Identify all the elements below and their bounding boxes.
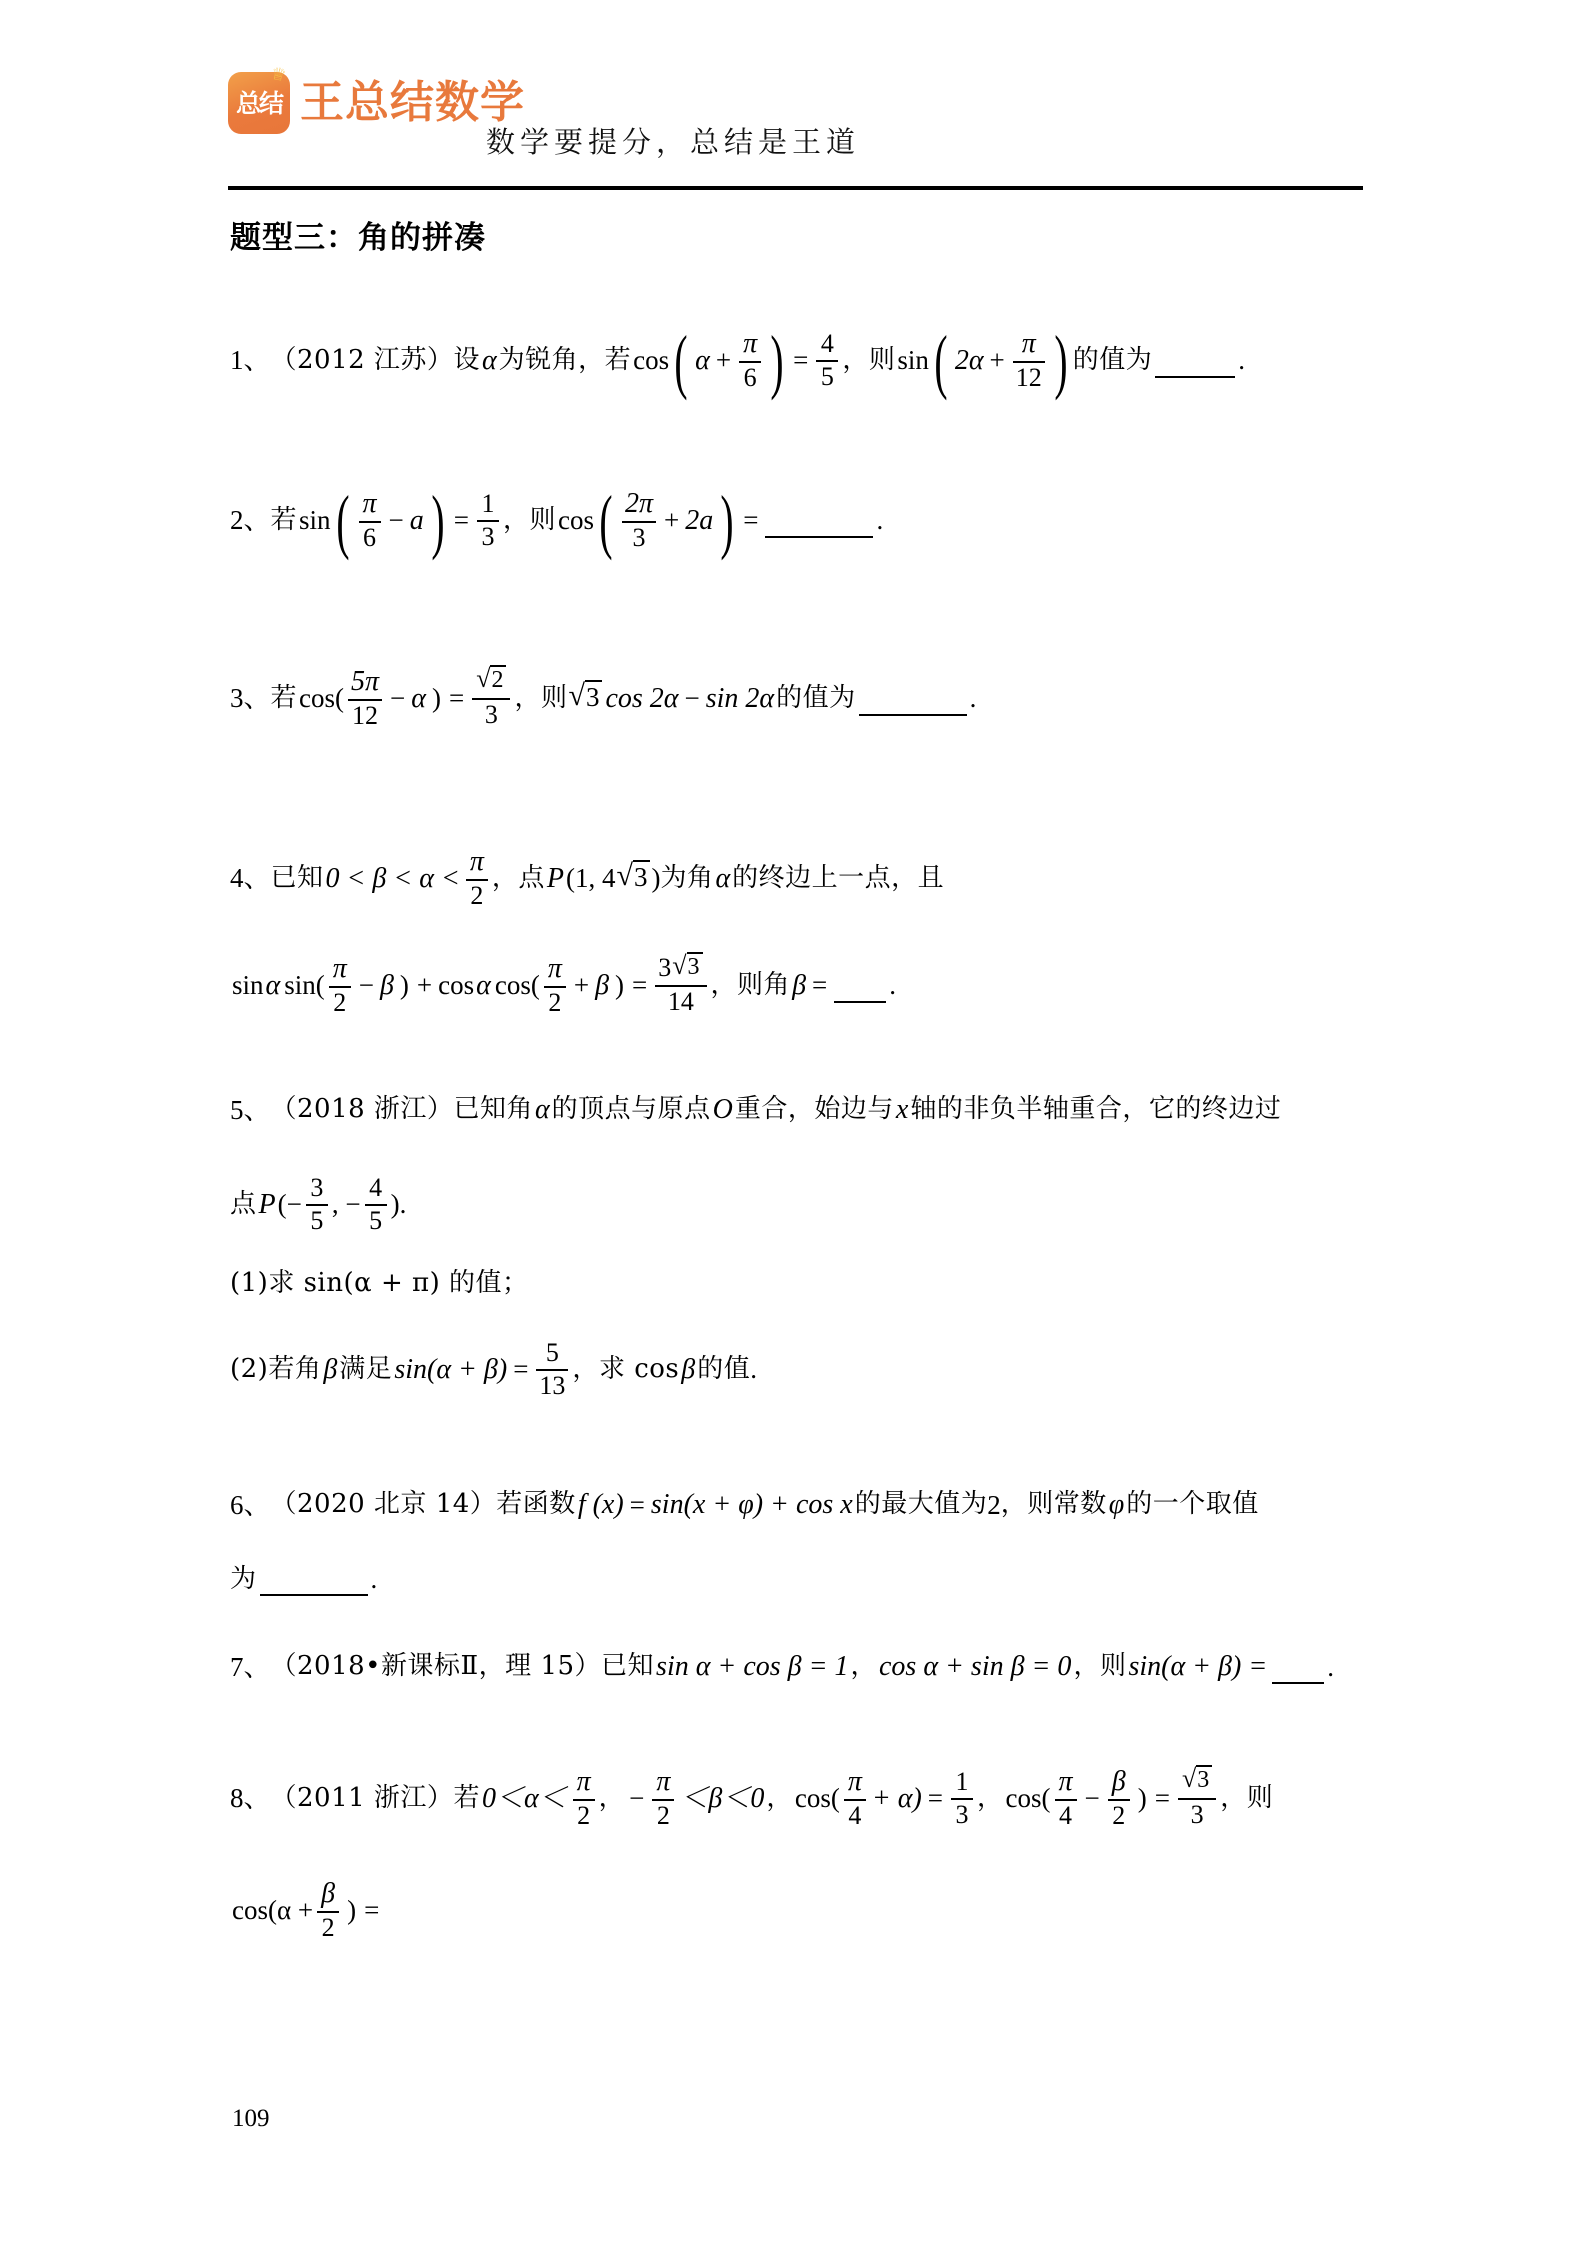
paren-open-icon: ( xyxy=(934,320,948,401)
problem-6-text-3: 则常数 xyxy=(1027,1489,1107,1520)
problem-7-comma-1: ， xyxy=(850,1651,877,1682)
problem-2-cos: cos xyxy=(558,505,594,536)
problem-2-equals: = xyxy=(453,505,469,536)
problem-1-source: （2012 江苏） xyxy=(270,344,454,375)
problem-2-sin: sin xyxy=(299,505,331,536)
problem-3-equals: = xyxy=(448,683,465,714)
problem-2-equals-2: = xyxy=(743,505,759,536)
problem-4-comma-2: ， xyxy=(710,969,738,1000)
problem-6-label: 6、 xyxy=(230,1489,271,1520)
frac-denominator: 3 xyxy=(484,700,498,730)
problem-1-cos: cos xyxy=(633,345,670,376)
frac-denominator: 3 xyxy=(481,521,495,551)
problem-5-sub2-text-1: (2)若角 xyxy=(230,1353,322,1384)
problem-8-fraction-pi-4-a xyxy=(844,1768,866,1829)
problem-5-fraction-5-13 xyxy=(536,1340,568,1399)
problem-1-var-alpha: α xyxy=(481,344,497,376)
paren-close-icon: ) xyxy=(1054,320,1068,401)
problem-8-fraction-sqrt3-3 xyxy=(1178,1764,1216,1830)
problem-4-cos: cos xyxy=(438,970,475,1001)
problem-5-fraction-4-5 xyxy=(365,1175,387,1234)
frac-denominator: 2 xyxy=(470,880,484,910)
frac-numerator: π xyxy=(1058,1766,1073,1797)
problem-1-fraction-pi-6 xyxy=(739,330,761,391)
problem-8-text-2: 则 xyxy=(1246,1782,1274,1813)
problem-2-answer-blank[interactable] xyxy=(765,512,873,538)
problem-4-line-1 xyxy=(230,848,944,909)
frac-numerator: 1 xyxy=(955,1767,969,1797)
problem-8-text-1: 若 xyxy=(453,1782,480,1813)
problem-8-comma-2: ， xyxy=(766,1782,793,1813)
problem-4-beta-3: β xyxy=(792,969,807,1001)
sqrt-radicand: 2 xyxy=(490,665,506,693)
frac-numerator: π xyxy=(656,1766,671,1797)
problem-4-text-1: 已知 xyxy=(270,862,324,893)
brand-logo xyxy=(228,63,525,134)
problem-1-text-2: 为锐角，若 xyxy=(498,344,632,375)
problem-3-text-3: 的值为 xyxy=(776,682,856,713)
problem-5-line-2 xyxy=(230,1175,406,1234)
problem-7-equation-1: sin α + cos β = 1 xyxy=(656,1651,849,1682)
problem-6-answer-blank[interactable] xyxy=(260,1570,368,1596)
problem-2-text-1: 若 xyxy=(270,504,298,535)
problem-7-text-2: 则 xyxy=(1099,1651,1127,1682)
problem-4-minus: − xyxy=(358,970,374,1001)
frac-numerator: π xyxy=(332,953,347,984)
problem-8-cos-1: cos( xyxy=(794,1783,840,1814)
brand-tagline: 数学要提分，总结是王道 xyxy=(486,125,861,159)
problem-3-alpha: α xyxy=(411,682,426,714)
problem-3-answer-blank[interactable] xyxy=(859,690,967,716)
frac-denominator: 5 xyxy=(820,361,834,391)
problem-1-text-3: 则 xyxy=(868,344,896,375)
problem-4-label: 4、 xyxy=(230,863,271,894)
problem-5-comma: ， xyxy=(572,1353,599,1384)
problem-8-equals-2: = xyxy=(1154,1783,1170,1814)
problem-3-sin2a: sin 2α xyxy=(705,682,775,714)
problem-7-text-1: 已知 xyxy=(601,1651,655,1682)
problem-4-comma: ， xyxy=(491,862,519,893)
frac-denominator: 12 xyxy=(352,700,379,730)
frac-numerator: 5π xyxy=(351,666,380,697)
problem-1-sin: sin xyxy=(897,345,929,376)
problem-5-alpha: α xyxy=(534,1094,550,1125)
problem-5-sub1-text: (1)求 sin(α + π) 的值； xyxy=(230,1268,529,1298)
sqrt-radicand: 3 xyxy=(1196,1765,1212,1793)
sqrt-icon: √ 3 xyxy=(1182,1768,1212,1796)
problem-4-plus: + xyxy=(416,970,433,1001)
brand-name: 王总结数学 xyxy=(300,77,525,128)
problem-1-equals: = xyxy=(793,345,809,376)
problem-5-text-1: 已知角 xyxy=(453,1094,533,1125)
problem-1-text-4: 的值为 xyxy=(1072,344,1153,375)
problem-5-line-1 xyxy=(230,1095,1281,1124)
problem-5-label: 5、 xyxy=(230,1094,271,1125)
problem-5-sin-expr: sin(α + β) xyxy=(394,1353,508,1385)
problem-4-text-4: 的终边上一点，且 xyxy=(732,862,945,893)
frac-numerator: 3 xyxy=(310,1173,324,1202)
problem-6-function: f (x) xyxy=(577,1489,624,1520)
problem-8-line-1 xyxy=(230,1764,1274,1830)
problem-8-comma-3: ， xyxy=(977,1782,1004,1813)
frac-denominator: 2 xyxy=(321,1912,335,1942)
problem-1 xyxy=(230,320,1246,401)
frac-denominator: 4 xyxy=(848,1800,862,1830)
problem-4-rparen-2: ) xyxy=(615,970,625,1001)
frac-numerator: π xyxy=(847,1766,862,1797)
problem-7-equation-3: sin(α + β) = xyxy=(1128,1651,1268,1682)
problem-2 xyxy=(230,480,884,561)
problem-5-point-close: ) xyxy=(390,1189,400,1220)
problem-6-text-5: 为 xyxy=(230,1563,257,1594)
crown-icon: ♕ xyxy=(268,63,288,86)
paren-open-icon: ( xyxy=(599,480,613,561)
problem-7-equation-2: cos α + sin β = 0 xyxy=(879,1651,1072,1682)
problem-8-minus: − xyxy=(629,1783,645,1814)
frac-denominator: 2 xyxy=(577,1800,591,1830)
problem-8-rparen: ) xyxy=(347,1895,357,1926)
problem-3-rparen: ) xyxy=(431,683,441,714)
problem-4-beta: β xyxy=(379,969,394,1001)
problem-4-sin: sin xyxy=(232,970,264,1001)
frac-denominator: 14 xyxy=(667,987,694,1017)
sqrt-radicand: 3 xyxy=(633,860,651,891)
problem-4-fraction-pi-2-b xyxy=(329,955,351,1016)
problem-4-point-open: (1, 4 xyxy=(565,863,616,894)
problem-5-sub-1 xyxy=(230,1270,529,1297)
problem-6-comma: ， xyxy=(1000,1489,1028,1520)
frac-numerator: 4 xyxy=(820,329,834,359)
frac-denominator: 2 xyxy=(548,987,562,1017)
problem-5-text-3: 重合，始边与 xyxy=(734,1094,894,1125)
problem-7-comma-2: ， xyxy=(1073,1651,1100,1682)
problem-6-expression: sin(x + φ) + cos x xyxy=(650,1489,853,1520)
frac-numerator: β xyxy=(1111,1766,1126,1797)
page-header xyxy=(228,63,1360,184)
problem-5-sub2-text-3: 求 cos xyxy=(598,1353,680,1384)
problem-7 xyxy=(230,1652,1334,1681)
problem-8-line-2 xyxy=(230,1880,383,1941)
problem-8-fraction-pi-2-a xyxy=(573,1768,595,1829)
problem-3-label: 3、 xyxy=(230,683,271,714)
problem-7-period: . xyxy=(1327,1651,1334,1682)
problem-3-cos2a: cos 2α xyxy=(605,682,679,714)
frac-denominator: 12 xyxy=(1015,362,1042,392)
problem-7-answer-blank[interactable] xyxy=(1272,1658,1324,1684)
sqrt-radicand: 3 xyxy=(687,952,703,980)
problem-5-point-comma: , − xyxy=(331,1189,361,1220)
sqrt-icon: √ 3 xyxy=(569,683,603,714)
problem-8-cos-3: cos(α + xyxy=(232,1895,314,1926)
problem-4-sin-2: sin( xyxy=(284,970,325,1001)
frac-coefficient: 3 xyxy=(658,953,672,983)
frac-denominator: 6 xyxy=(363,522,377,552)
problem-4-beta-2: β xyxy=(595,969,610,1001)
frac-numerator: 2π xyxy=(624,488,654,519)
frac-denominator: 3 xyxy=(1190,1800,1204,1830)
paren-open-icon: ( xyxy=(335,480,350,561)
problem-5-period: . xyxy=(399,1189,407,1220)
problem-6-max-value: 2 xyxy=(987,1489,1001,1520)
problem-4-text-3: 为角 xyxy=(660,862,714,893)
problem-8-cos-2-tail: ) xyxy=(1137,1783,1147,1814)
frac-numerator: π xyxy=(362,488,377,519)
problem-4-cos-2: cos( xyxy=(494,970,540,1001)
problem-1-fraction-4-5 xyxy=(816,331,838,390)
problem-5-beta-2: β xyxy=(681,1353,696,1385)
problem-6-line-2 xyxy=(230,1565,377,1593)
problem-8-label: 8、 xyxy=(230,1783,271,1814)
problem-2-fraction-pi-6 xyxy=(359,490,381,551)
problem-8-inequality-2: ＜β＜0 xyxy=(680,1782,765,1814)
problem-5-sub2-text-4: 的值 xyxy=(697,1353,751,1384)
problem-5-text-4: 轴的非负半轴重合，它的终边过 xyxy=(910,1094,1282,1125)
frac-denominator: 2 xyxy=(333,987,347,1017)
problem-4-fraction-pi-2 xyxy=(466,848,488,909)
problem-6-source: （2020 北京 14） xyxy=(270,1489,497,1520)
frac-numerator xyxy=(655,951,706,983)
frac-denominator: 4 xyxy=(1059,1800,1073,1830)
sqrt-icon: √ 3 xyxy=(616,863,650,894)
problem-4-point-close: ) xyxy=(651,863,661,894)
problem-5-equals: = xyxy=(513,1354,529,1385)
problem-4-point-p: P xyxy=(546,862,564,894)
problem-3-cos: cos( xyxy=(299,683,344,714)
problem-1-two-alpha: 2α xyxy=(954,344,984,376)
frac-numerator: β xyxy=(321,1878,336,1909)
page-number: 109 xyxy=(232,2105,270,2132)
frac-numerator xyxy=(1178,1764,1216,1796)
problem-5-point-p: P xyxy=(258,1188,276,1220)
problem-8-equals-1: = xyxy=(927,1783,944,1814)
problem-3-fraction-sqrt2-3 xyxy=(472,664,510,730)
paren-close-icon: ) xyxy=(720,480,734,561)
problem-5-x: x xyxy=(895,1094,909,1125)
problem-1-answer-blank[interactable] xyxy=(1155,352,1235,378)
problem-4-text-2: 点 xyxy=(518,862,545,893)
problem-1-text-1: 设 xyxy=(453,344,480,375)
problem-4-fraction-3sqrt3-14 xyxy=(655,951,706,1017)
problem-6-equals: = xyxy=(629,1489,645,1520)
problem-1-label: 1、 xyxy=(230,345,271,376)
frac-numerator: 4 xyxy=(369,1173,383,1202)
problem-4-rparen: ) xyxy=(399,970,409,1001)
problem-1-plus-2: + xyxy=(989,345,1005,376)
problem-3-minus-2: − xyxy=(684,683,700,714)
problem-8-comma-4: ， xyxy=(1220,1782,1247,1813)
problem-8-fraction-beta-2-b xyxy=(317,1880,339,1941)
problem-6-text-1: 若函数 xyxy=(496,1489,576,1520)
logo-badge-text: 总结 xyxy=(235,88,282,118)
frac-denominator: 2 xyxy=(656,1800,670,1830)
problem-3 xyxy=(230,664,977,730)
header-divider xyxy=(228,186,1363,190)
paren-close-icon: ) xyxy=(770,320,784,401)
paren-close-icon: ) xyxy=(431,480,445,561)
problem-1-fraction-pi-12 xyxy=(1013,330,1045,391)
problem-8-source: （2011 浙江） xyxy=(270,1782,454,1813)
problem-4-line-2 xyxy=(230,951,896,1017)
sqrt-icon: √ 2 xyxy=(476,668,506,696)
problem-4-period: . xyxy=(889,970,896,1001)
problem-3-period: . xyxy=(969,683,977,714)
frac-denominator: 5 xyxy=(310,1205,324,1235)
problem-5-sub2-text-2: 满足 xyxy=(339,1353,393,1384)
problem-8-fraction-1-3 xyxy=(951,1769,973,1828)
problem-4-equals: = xyxy=(632,970,648,1001)
paren-open-icon: ( xyxy=(674,320,688,401)
problem-3-comma: ， xyxy=(514,682,541,713)
frac-numerator: π xyxy=(547,953,562,984)
problem-4-inequality: 0 < β < α < xyxy=(325,862,460,894)
problem-8-cos-1-tail: + α) xyxy=(871,1782,922,1814)
problem-1-period: . xyxy=(1238,345,1246,376)
problem-7-label: 7、 xyxy=(230,1651,271,1682)
problem-8-minus-2: − xyxy=(1084,1783,1100,1814)
problem-2-var-a: a xyxy=(409,504,424,536)
problem-6-text-2: 的最大值为 xyxy=(854,1489,988,1520)
problem-4-alpha-3: α xyxy=(476,969,491,1001)
problem-8-fraction-pi-2-b xyxy=(652,1768,674,1829)
problem-7-source: （2018•新课标Ⅱ，理 15） xyxy=(270,1651,602,1682)
problem-8-cos-2: cos( xyxy=(1005,1783,1051,1814)
problem-3-text-1: 若 xyxy=(270,682,298,713)
page-title: 题型三：角的拼凑 xyxy=(230,220,486,256)
problem-5-text-5: 点 xyxy=(230,1188,257,1219)
problem-5-beta: β xyxy=(323,1353,338,1385)
problem-3-fraction-5pi-12 xyxy=(348,668,382,729)
problem-1-alpha-2: α xyxy=(695,344,710,376)
problem-2-fraction-1-3 xyxy=(477,491,499,550)
problem-2-fraction-2pi-3 xyxy=(622,490,656,551)
problem-5-text-2: 的顶点与原点 xyxy=(551,1094,711,1125)
sqrt-radicand: 3 xyxy=(585,680,603,711)
problem-4-text-5: 则角 xyxy=(737,969,791,1000)
problem-5-point-open: (− xyxy=(277,1189,302,1220)
problem-2-two-a: 2a xyxy=(685,504,714,536)
logo-badge-icon xyxy=(228,63,290,134)
problem-5-fraction-3-5 xyxy=(306,1175,328,1234)
frac-numerator: 1 xyxy=(481,489,495,519)
problem-3-minus: − xyxy=(390,683,406,714)
problem-1-comma: ， xyxy=(842,344,869,375)
problem-4-equals-2: = xyxy=(812,970,828,1001)
problem-2-text-2: 则 xyxy=(529,504,556,535)
problem-8-comma-1: ， xyxy=(598,1782,626,1813)
frac-denominator: 5 xyxy=(369,1205,383,1235)
problem-5-sub2-period: . xyxy=(750,1354,757,1385)
problem-1-plus: + xyxy=(715,345,732,376)
problem-5-sub-2 xyxy=(230,1340,757,1399)
frac-denominator: 3 xyxy=(632,522,646,552)
problem-5-origin-o: O xyxy=(712,1094,733,1125)
problem-6-line-1 xyxy=(230,1490,1259,1519)
frac-numerator xyxy=(472,664,510,696)
problem-4-alpha-2: α xyxy=(265,969,281,1001)
problem-2-label: 2、 xyxy=(230,505,271,536)
frac-denominator: 3 xyxy=(955,1799,969,1829)
problem-4-fraction-pi-2-c xyxy=(544,955,566,1016)
problem-2-minus: − xyxy=(388,505,404,536)
problem-6-phi: φ xyxy=(1108,1489,1125,1520)
problem-2-plus: + xyxy=(664,505,680,536)
problem-6-period: . xyxy=(370,1564,378,1594)
problem-5-source: （2018 浙江） xyxy=(270,1094,454,1125)
problem-2-comma: ， xyxy=(502,504,530,535)
problem-8-equals-3: = xyxy=(364,1895,380,1926)
frac-numerator: 5 xyxy=(545,1338,559,1367)
problem-2-period: . xyxy=(876,505,884,536)
problem-4-alpha: α xyxy=(715,862,731,894)
sqrt-icon: √ 3 xyxy=(672,955,702,983)
problem-4-answer-blank[interactable] xyxy=(834,977,886,1003)
frac-numerator: π xyxy=(743,328,758,359)
frac-numerator: π xyxy=(576,1766,591,1797)
problem-3-text-2: 则 xyxy=(541,682,568,713)
problem-8-inequality-1: 0＜α＜ xyxy=(481,1782,567,1814)
frac-denominator: 13 xyxy=(539,1370,566,1400)
problem-6-text-4: 的一个取值 xyxy=(1126,1489,1259,1520)
frac-numerator: π xyxy=(469,846,484,877)
frac-denominator: 2 xyxy=(1112,1800,1126,1830)
frac-numerator: π xyxy=(1021,328,1036,359)
frac-denominator: 6 xyxy=(743,362,757,392)
problem-4-plus-2: + xyxy=(573,970,590,1001)
problem-8-fraction-beta-2 xyxy=(1108,1768,1130,1829)
problem-8-fraction-pi-4-b xyxy=(1055,1768,1077,1829)
